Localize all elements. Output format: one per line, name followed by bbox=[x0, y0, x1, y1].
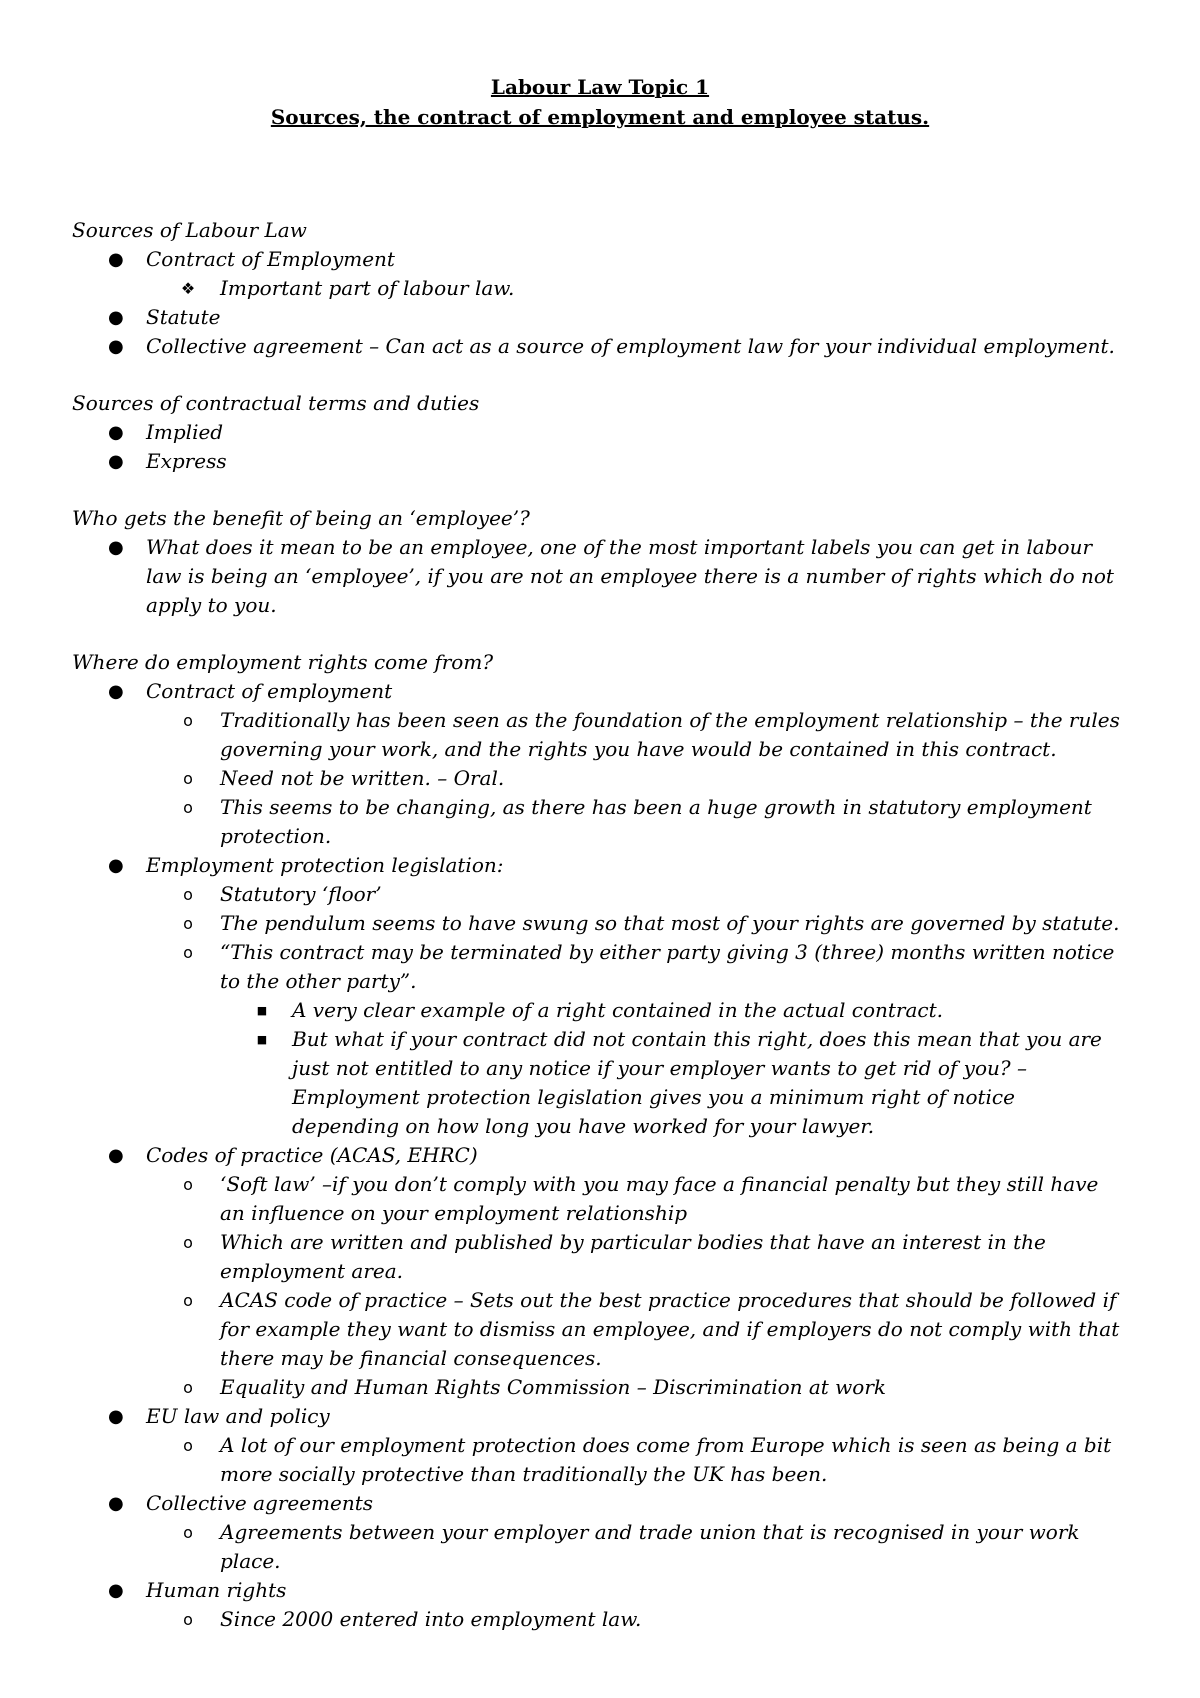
circle-bullet-icon: o bbox=[183, 914, 193, 933]
list-item-text: Collective agreements bbox=[146, 1491, 374, 1515]
document-title bbox=[72, 72, 1128, 132]
title-line-1: Labour Law Topic 1 bbox=[490, 75, 710, 99]
circle-bullet-icon: o bbox=[183, 1436, 193, 1455]
circle-bullet-icon: o bbox=[183, 798, 193, 817]
circle-bullet-icon: o bbox=[183, 769, 193, 788]
list-item bbox=[72, 938, 1128, 996]
list-item bbox=[72, 909, 1128, 938]
bullet-icon: ● bbox=[108, 681, 124, 702]
list-item-text: Codes of practice (ACAS, EHRC) bbox=[146, 1143, 478, 1167]
section-sources-of-contractual-terms bbox=[72, 389, 1128, 476]
list-item-text: The pendulum seems to have swung so that most of your rights are governed by statute. bbox=[220, 911, 1120, 935]
list-item-text: Collective agreement – Can act as a source of employment law for your individual employment. bbox=[146, 334, 1115, 358]
bullet-icon: ● bbox=[108, 307, 124, 328]
circle-bullet-icon: o bbox=[183, 1610, 193, 1629]
list-item bbox=[72, 1141, 1128, 1170]
list-item-text: Human rights bbox=[146, 1578, 287, 1602]
circle-bullet-icon: o bbox=[183, 1378, 193, 1397]
bullet-icon: ● bbox=[108, 537, 124, 558]
list-item-text: Since 2000 entered into employment law. bbox=[220, 1607, 642, 1631]
list-item-text: EU law and policy bbox=[146, 1404, 330, 1428]
list-item bbox=[72, 880, 1128, 909]
bullet-icon: ● bbox=[108, 1580, 124, 1601]
list-item-text: This seems to be changing, as there has been a huge growth in statutory employment protection. bbox=[220, 795, 1092, 848]
circle-bullet-icon: o bbox=[183, 711, 193, 730]
list-item bbox=[72, 1025, 1128, 1141]
circle-bullet-icon: o bbox=[183, 1291, 193, 1310]
list-item bbox=[72, 447, 1128, 476]
bullet-list bbox=[72, 245, 1128, 361]
list-item-text: What does it mean to be an employee, one of the most important labels you can get in labour law is being an ‘employee’, if you are not an employee there is a number of rights which do not apply to you. bbox=[146, 535, 1114, 617]
list-item bbox=[72, 677, 1128, 706]
list-item-text: ‘Soft law’ –if you don’t comply with you may face a financial penalty but they still have an influence on your employment relationship bbox=[220, 1172, 1099, 1225]
circle-bullet-icon: o bbox=[183, 1233, 193, 1252]
section-sources-of-labour-law bbox=[72, 216, 1128, 361]
list-item bbox=[72, 274, 1128, 303]
list-item-text: Employment protection legislation: bbox=[146, 853, 504, 877]
list-item bbox=[72, 418, 1128, 447]
list-item-text: Contract of Employment bbox=[146, 247, 395, 271]
bullet-icon: ● bbox=[108, 1145, 124, 1166]
circle-bullet-icon: o bbox=[183, 1175, 193, 1194]
bullet-list bbox=[72, 418, 1128, 476]
list-item bbox=[72, 764, 1128, 793]
bullet-icon: ● bbox=[108, 249, 124, 270]
list-item-text: Traditionally has been seen as the foundation of the employment relationship – the rules governing your work, and the rights you have would be contained in this contract. bbox=[220, 708, 1120, 761]
circle-bullet-icon: o bbox=[183, 1523, 193, 1542]
list-item-text: Equality and Human Rights Commission – Discrimination at work bbox=[220, 1375, 887, 1399]
list-item bbox=[72, 533, 1128, 620]
list-item bbox=[72, 1518, 1128, 1576]
bullet-icon: ● bbox=[108, 1493, 124, 1514]
list-item bbox=[72, 245, 1128, 274]
list-item bbox=[72, 332, 1128, 361]
list-item-text: A very clear example of a right contained in the actual contract. bbox=[292, 998, 944, 1022]
list-item bbox=[72, 1431, 1128, 1489]
bullet-icon: ● bbox=[108, 451, 124, 472]
bullet-list bbox=[72, 533, 1128, 620]
circle-bullet-icon: o bbox=[183, 885, 193, 904]
list-item-text: Express bbox=[146, 449, 227, 473]
bullet-icon: ● bbox=[108, 1406, 124, 1427]
bullet-list bbox=[72, 677, 1128, 1634]
list-item-text: Need not be written. – Oral. bbox=[220, 766, 505, 790]
list-item-text: Which are written and published by particular bodies that have an interest in the employment area. bbox=[220, 1230, 1046, 1283]
list-item bbox=[72, 1576, 1128, 1605]
section-heading: Where do employment rights come from? bbox=[72, 650, 494, 674]
section-heading: Sources of contractual terms and duties bbox=[72, 391, 480, 415]
list-item bbox=[72, 1228, 1128, 1286]
list-item bbox=[72, 1286, 1128, 1373]
list-item bbox=[72, 1489, 1128, 1518]
list-item-text: Implied bbox=[146, 420, 224, 444]
list-item bbox=[72, 793, 1128, 851]
list-item bbox=[72, 706, 1128, 764]
bullet-icon: ● bbox=[108, 422, 124, 443]
list-item-text: Agreements between your employer and trade union that is recognised in your work place. bbox=[220, 1520, 1080, 1573]
list-item-text: Contract of employment bbox=[146, 679, 393, 703]
list-item bbox=[72, 851, 1128, 880]
section-heading: Who gets the benefit of being an ‘employee’? bbox=[72, 506, 530, 530]
list-item-text: But what if your contract did not contain this right, does this mean that you are just not entitled to any notice if your employer wants to get rid of you? – Employment protection legislation gives you a minimum right of notice depending on how long you have worked for your lawyer. bbox=[292, 1027, 1102, 1138]
list-item bbox=[72, 1605, 1128, 1634]
list-item bbox=[72, 1170, 1128, 1228]
section-who-gets-benefit bbox=[72, 504, 1128, 620]
list-item-text: A lot of our employment protection does come from Europe which is seen as being a bit more socially protective than traditionally the UK has been. bbox=[220, 1433, 1112, 1486]
bullet-icon: ● bbox=[108, 855, 124, 876]
section-where-rights-come-from bbox=[72, 648, 1128, 1634]
list-item bbox=[72, 996, 1128, 1025]
section-heading: Sources of Labour Law bbox=[72, 218, 307, 242]
list-item-text: ACAS code of practice – Sets out the best practice procedures that should be followed if for example they want to dismiss an employee, and if employers do not comply with that there may be financial consequences. bbox=[220, 1288, 1120, 1370]
square-bullet-icon: ■ bbox=[256, 1004, 268, 1017]
title-spacer bbox=[72, 132, 1128, 216]
list-item-text: Important part of labour law. bbox=[220, 276, 515, 300]
list-item bbox=[72, 1402, 1128, 1431]
square-bullet-icon: ■ bbox=[256, 1033, 268, 1046]
list-item-text: Statutory ‘floor’ bbox=[220, 882, 382, 906]
bullet-icon: ● bbox=[108, 336, 124, 357]
list-item bbox=[72, 303, 1128, 332]
list-item-text: Statute bbox=[146, 305, 221, 329]
list-item bbox=[72, 1373, 1128, 1402]
circle-bullet-icon: o bbox=[183, 943, 193, 962]
diamond-bullet-icon: ❖ bbox=[180, 279, 196, 298]
list-item-text: “This contract may be terminated by either party giving 3 (three) months written notice to the other party”. bbox=[220, 940, 1115, 993]
title-line-2: Sources, the contract of employment and employee status. bbox=[270, 105, 930, 129]
